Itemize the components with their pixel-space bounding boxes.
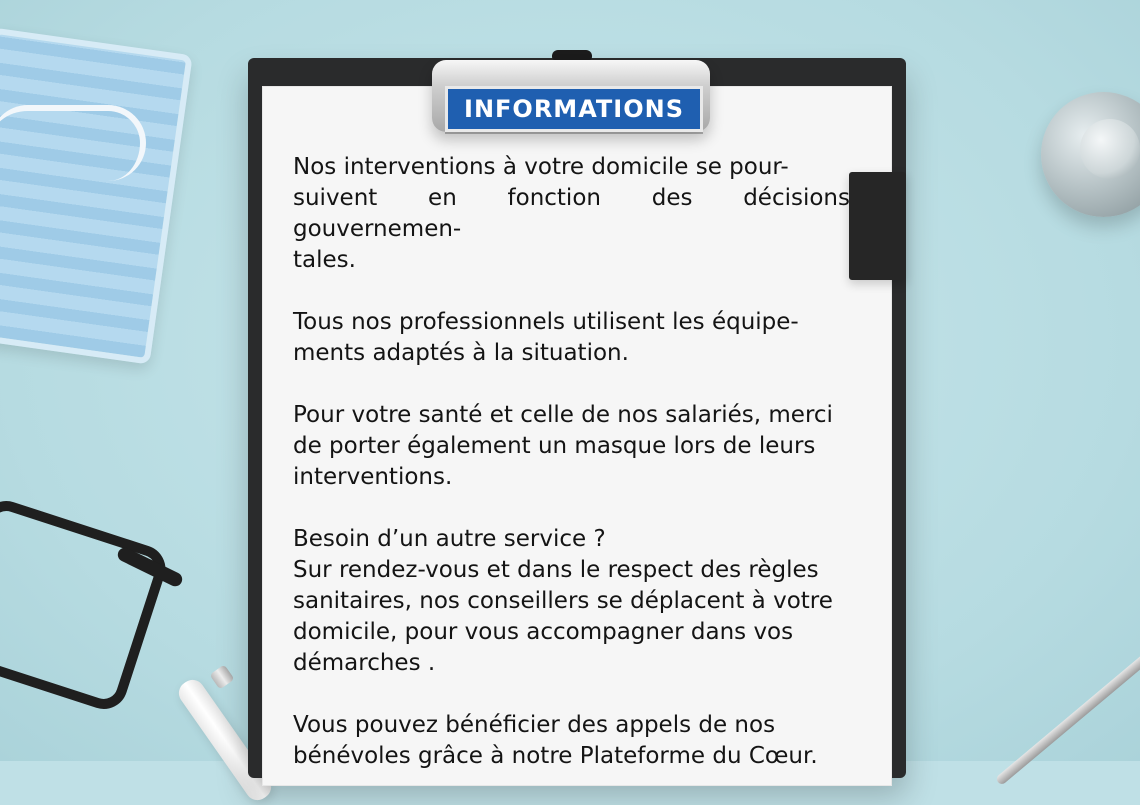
paragraph-line: Nos interventions à votre domicile se pour- bbox=[293, 154, 789, 180]
paragraph-line: Tous nos professionnels utilisent les équipe- bbox=[293, 309, 799, 335]
paragraph-line: ments adaptés à la situation. bbox=[293, 340, 629, 366]
paragraph-line: Sur rendez-vous et dans le respect des règles bbox=[293, 557, 819, 583]
stethoscope-diaphragm bbox=[1080, 119, 1140, 179]
paragraph-line: sanitaires, nos conseillers se déplacent à votre bbox=[293, 588, 833, 614]
clip-top bbox=[552, 50, 592, 60]
mask-strap bbox=[0, 105, 146, 181]
paragraph-line: suivent en fonction des décisions gouvernemen- bbox=[293, 185, 850, 242]
paragraph-line: bénévoles grâce à notre Plateforme du Cœur. bbox=[293, 743, 818, 769]
paragraph-3 bbox=[293, 400, 850, 493]
paragraph-line: Pour votre santé et celle de nos salariés, merci bbox=[293, 402, 833, 428]
clipboard-tab bbox=[849, 172, 906, 280]
paragraph-line: domicile, pour vous accompagner dans vos bbox=[293, 619, 794, 645]
paragraph-line: de porter également un masque lors de leurs bbox=[293, 433, 816, 459]
information-text bbox=[293, 152, 850, 772]
paragraph-line: interventions. bbox=[293, 464, 453, 490]
paragraph-5 bbox=[293, 710, 850, 772]
paragraph-line: tales. bbox=[293, 247, 356, 273]
paragraph-2 bbox=[293, 307, 850, 369]
paragraph-line: démarches . bbox=[293, 650, 436, 676]
paragraph-line: Besoin d’un autre service ? bbox=[293, 526, 606, 552]
paragraph-1 bbox=[293, 152, 850, 276]
title-plate: INFORMATIONS bbox=[445, 86, 703, 132]
paragraph-4 bbox=[293, 524, 850, 679]
paragraph-line: Vous pouvez bénéficier des appels de nos bbox=[293, 712, 776, 738]
